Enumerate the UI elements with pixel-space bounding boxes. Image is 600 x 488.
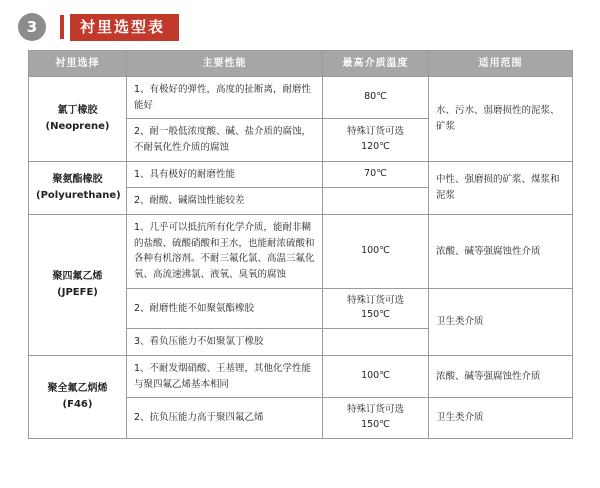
cell-temperature: 特殊订货可选 150℃ (323, 288, 429, 328)
cell-application-range: 卫生类介质 (429, 288, 573, 355)
cell-application-range: 浓酸、碱等强腐蚀性介质 (429, 355, 573, 397)
cell-temperature (323, 188, 429, 215)
cell-lining-material: 聚氨酯橡胶 (Polyurethane) (29, 161, 127, 214)
cell-lining-material: 聚四氟乙烯 (JPEFE) (29, 215, 127, 356)
cell-application-range: 卫生类介质 (429, 398, 573, 438)
column-header-performance: 主要性能 (127, 51, 323, 77)
table-row (29, 355, 573, 397)
cell-application-range: 水、污水、弱磨损性的泥浆、矿浆 (429, 77, 573, 162)
section-title-wrap (60, 14, 179, 41)
cell-temperature: 100℃ (323, 355, 429, 397)
table-row (29, 77, 573, 119)
cell-temperature (323, 329, 429, 356)
section-number-badge: 3 (18, 13, 46, 41)
cell-temperature: 80℃ (323, 77, 429, 119)
cell-lining-material: 聚全氟乙炳烯 (F46) (29, 355, 127, 438)
cell-performance: 1、不耐发烟硝酸、王基锂，其他化学性能与聚四氟乙烯基本相同 (127, 355, 323, 397)
cell-temperature: 特殊订货可选 120℃ (323, 119, 429, 161)
column-header-temperature: 最高介质温度 (323, 51, 429, 77)
table-body (29, 77, 573, 439)
cell-performance: 2、耐磨性能不如聚氨酯橡胶 (127, 288, 323, 328)
table-head (29, 51, 573, 77)
cell-performance: 1、几乎可以抵抗所有化学介质，能耐非糊的盐酸、硫酸硝酸和王水，也能耐浓硫酸和各种有机溶剂。不耐三氟化氯、高温三氟化氧、高流速沸氯、液氧、臭氧的腐蚀 (127, 215, 323, 289)
table-row (29, 161, 573, 188)
column-header-range: 适用范围 (429, 51, 573, 77)
cell-temperature: 70℃ (323, 161, 429, 188)
column-header-lining: 衬里选择 (29, 51, 127, 77)
cell-performance: 1、具有极好的耐磨性能 (127, 161, 323, 188)
cell-application-range: 浓酸、碱等强腐蚀性介质 (429, 215, 573, 289)
cell-temperature: 特殊订货可选 150℃ (323, 398, 429, 438)
cell-performance: 1、有极好的弹性，高度的扯断离，耐磨性能好 (127, 77, 323, 119)
lining-selection-table (28, 50, 573, 439)
cell-performance: 3、看负压能力不如聚氯丁橡胶 (127, 329, 323, 356)
cell-temperature: 100℃ (323, 215, 429, 289)
cell-application-range: 中性、强磨损的矿浆、煤浆和泥浆 (429, 161, 573, 214)
table-container (0, 44, 600, 439)
title-accent-bar (60, 15, 64, 39)
section-header (0, 0, 600, 44)
page-title: 衬里选型表 (70, 14, 179, 41)
table-header-row (29, 51, 573, 77)
cell-performance: 2、耐一般低浓度酸、碱、盐介质的腐蚀，不耐氧化性介质的腐蚀 (127, 119, 323, 161)
cell-performance: 2、抗负压能力高于聚四氟乙烯 (127, 398, 323, 438)
table-row (29, 215, 573, 289)
cell-performance: 2、耐酸、碱腐蚀性能较差 (127, 188, 323, 215)
cell-lining-material: 氯丁橡胶 (Neoprene) (29, 77, 127, 162)
